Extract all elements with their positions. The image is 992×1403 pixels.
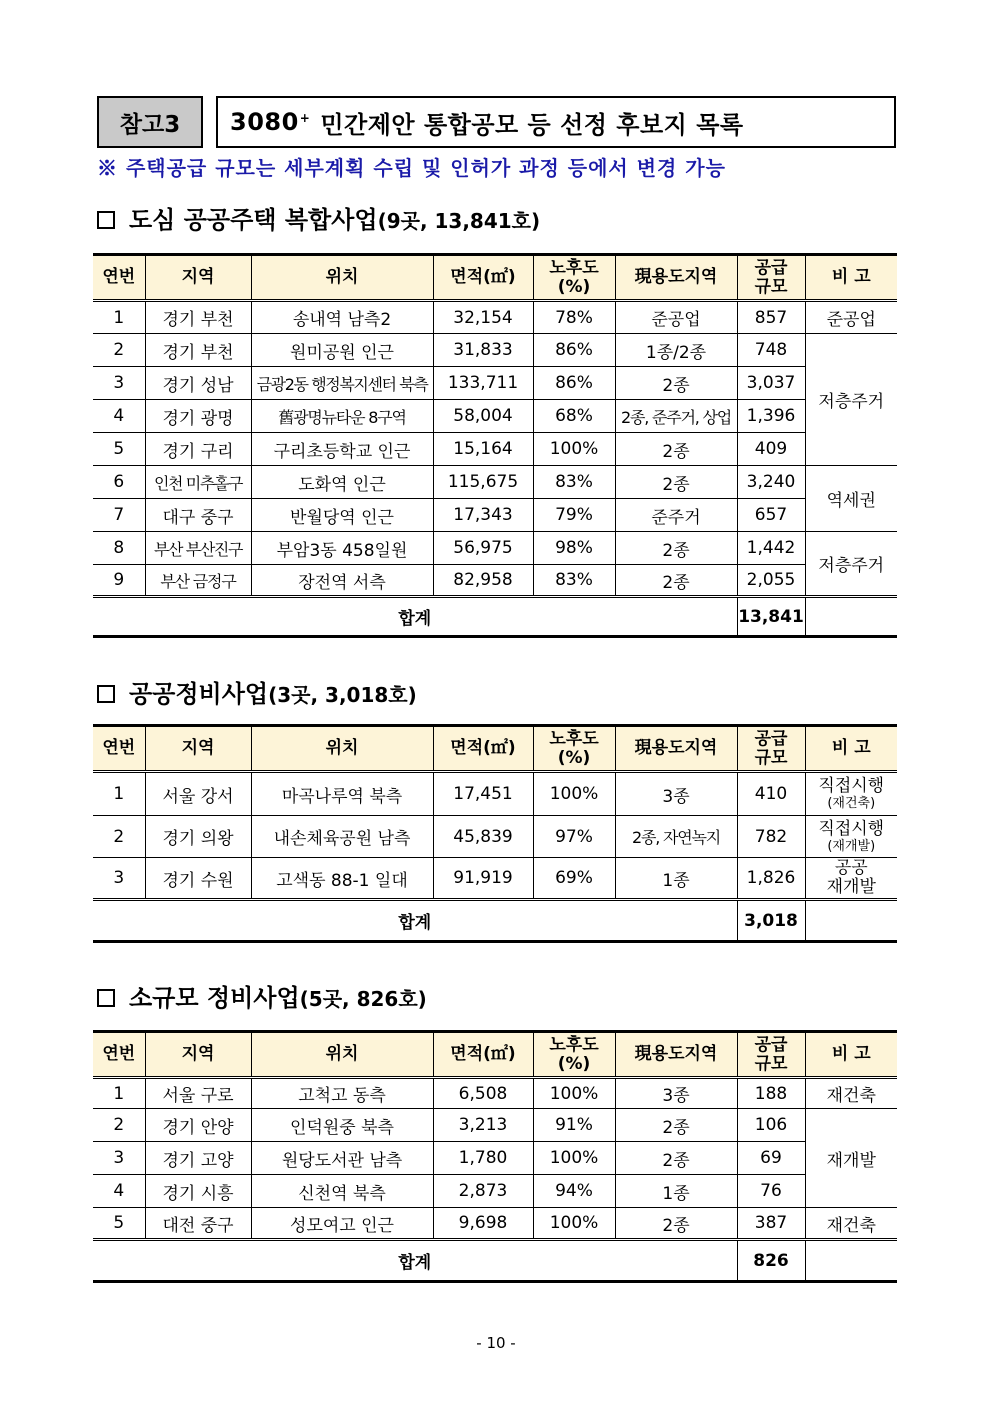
col-location: 위치 [251, 726, 433, 772]
remark-merged: 역세권 [805, 466, 897, 532]
section-title-public-redevelopment [97, 674, 417, 709]
title-superscript: + [299, 111, 311, 125]
section-title-urban-housing [97, 200, 540, 235]
col-remark: 비 고 [805, 1032, 897, 1078]
reference-tag: 참고3 [97, 96, 203, 148]
total-label: 합계 [93, 1240, 737, 1282]
col-location: 위치 [251, 1032, 433, 1078]
col-supply: 공급 규모 [737, 1032, 805, 1078]
col-remark: 비 고 [805, 255, 897, 301]
page-number: - 10 - [476, 1334, 516, 1352]
remark-cell: 직접시행 (재건축) [805, 772, 897, 816]
table-row: 3 경기 고양 원당도서관 남측 1,780 100% 2종 69 [93, 1142, 897, 1175]
col-region: 지역 [145, 726, 251, 772]
table-row: 9 부산 금정구 장전역 서측 82,958 83% 2종 2,055 [93, 565, 897, 597]
total-label: 합계 [93, 900, 737, 942]
table-row: 2 경기 안양 인덕원중 북측 3,213 91% 2종 106 재개발 [93, 1109, 897, 1142]
col-zoning: 現용도지역 [615, 255, 737, 301]
title-text: 민간제안 통합공모 등 선정 후보지 목록 [320, 110, 744, 139]
col-zoning: 現용도지역 [615, 1032, 737, 1078]
section-title-text: 공공정비사업 [129, 680, 269, 708]
remark-merged: 저층주거 [805, 532, 897, 597]
table-row: 3 경기 수원 고색동 88-1 일대 91,919 69% 1종 1,826 공공 재개발 [93, 858, 897, 900]
remark-cell: 공공 재개발 [805, 858, 897, 900]
table-row: 4 경기 시흥 신천역 북측 2,873 94% 1종 76 [93, 1175, 897, 1208]
table-row: 1 경기 부천 송내역 남측2 32,154 78% 준공업 857 준공업 [93, 301, 897, 334]
document-title [216, 96, 896, 148]
table-row: 2 경기 부천 원미공원 인근 31,833 86% 1종/2종 748 저층주거 [93, 334, 897, 367]
checkbox-square-icon [97, 685, 115, 703]
col-no: 연번 [93, 1032, 145, 1078]
section-count: (5곳, 826호) [299, 987, 427, 1011]
table-total-row [93, 1240, 897, 1282]
table-row: 4 경기 광명 舊광명뉴타운 8구역 58,004 68% 2종, 준주거, 상업 1,396 [93, 400, 897, 433]
table-row: 2 경기 의왕 내손체육공원 남측 45,839 97% 2종, 자연녹지 782 직접시행 (재개발) [93, 816, 897, 858]
col-no: 연번 [93, 726, 145, 772]
total-value: 3,018 [737, 900, 805, 942]
table-urban-housing [93, 253, 897, 638]
notice-text: ※ 주택공급 규모는 세부계획 수립 및 인허가 과정 등에서 변경 가능 [97, 156, 726, 180]
table-row: 5 경기 구리 구리초등학교 인근 15,164 100% 2종 409 [93, 433, 897, 466]
section-title-text: 도심 공공주택 복합사업 [129, 206, 378, 234]
col-region: 지역 [145, 1032, 251, 1078]
table-public-redevelopment [93, 724, 897, 943]
col-area: 면적(㎡) [433, 1032, 533, 1078]
table-row: 8 부산 부산진구 부암3동 458일원 56,975 98% 2종 1,442 저층주거 [93, 532, 897, 565]
col-aging: 노후도 (%) [533, 1032, 615, 1078]
table-total-row [93, 900, 897, 942]
section-count: (9곳, 13,841호) [377, 209, 541, 233]
col-remark: 비 고 [805, 726, 897, 772]
col-area: 면적(㎡) [433, 726, 533, 772]
checkbox-square-icon [97, 211, 115, 229]
table-row: 5 대전 중구 성모여고 인근 9,698 100% 2종 387 재건축 [93, 1208, 897, 1240]
col-supply: 공급 규모 [737, 726, 805, 772]
remark-merged: 재개발 [805, 1109, 897, 1208]
col-area: 면적(㎡) [433, 255, 533, 301]
table-row: 6 인천 미추홀구 도화역 인근 115,675 83% 2종 3,240 역세권 [93, 466, 897, 499]
col-location: 위치 [251, 255, 433, 301]
table-row: 1 서울 구로 고척고 동측 6,508 100% 3종 188 재건축 [93, 1078, 897, 1109]
table-row: 1 서울 강서 마곡나루역 북측 17,451 100% 3종 410 직접시행 (재건축) [93, 772, 897, 816]
table-small-scale [93, 1030, 897, 1283]
checkbox-square-icon [97, 989, 115, 1007]
table-row: 7 대구 중구 반월당역 인근 17,343 79% 준주거 657 [93, 499, 897, 532]
remark-merged: 저층주거 [805, 334, 897, 466]
total-value: 826 [737, 1240, 805, 1282]
total-value: 13,841 [737, 597, 805, 637]
section-count: (3곳, 3,018호) [268, 683, 417, 707]
section-title-text: 소규모 정비사업 [129, 984, 300, 1012]
col-aging: 노후도 (%) [533, 726, 615, 772]
col-supply: 공급 규모 [737, 255, 805, 301]
table-row: 3 경기 성남 금광2동 행정복지센터 북측 133,711 86% 2종 3,037 [93, 367, 897, 400]
table-total-row [93, 597, 897, 637]
col-region: 지역 [145, 255, 251, 301]
col-aging: 노후도 (%) [533, 255, 615, 301]
title-number: 3080 [230, 108, 299, 136]
remark-cell: 직접시행 (재개발) [805, 816, 897, 858]
col-zoning: 現용도지역 [615, 726, 737, 772]
total-label: 합계 [93, 597, 737, 637]
section-title-small-scale [97, 978, 427, 1013]
col-no: 연번 [93, 255, 145, 301]
